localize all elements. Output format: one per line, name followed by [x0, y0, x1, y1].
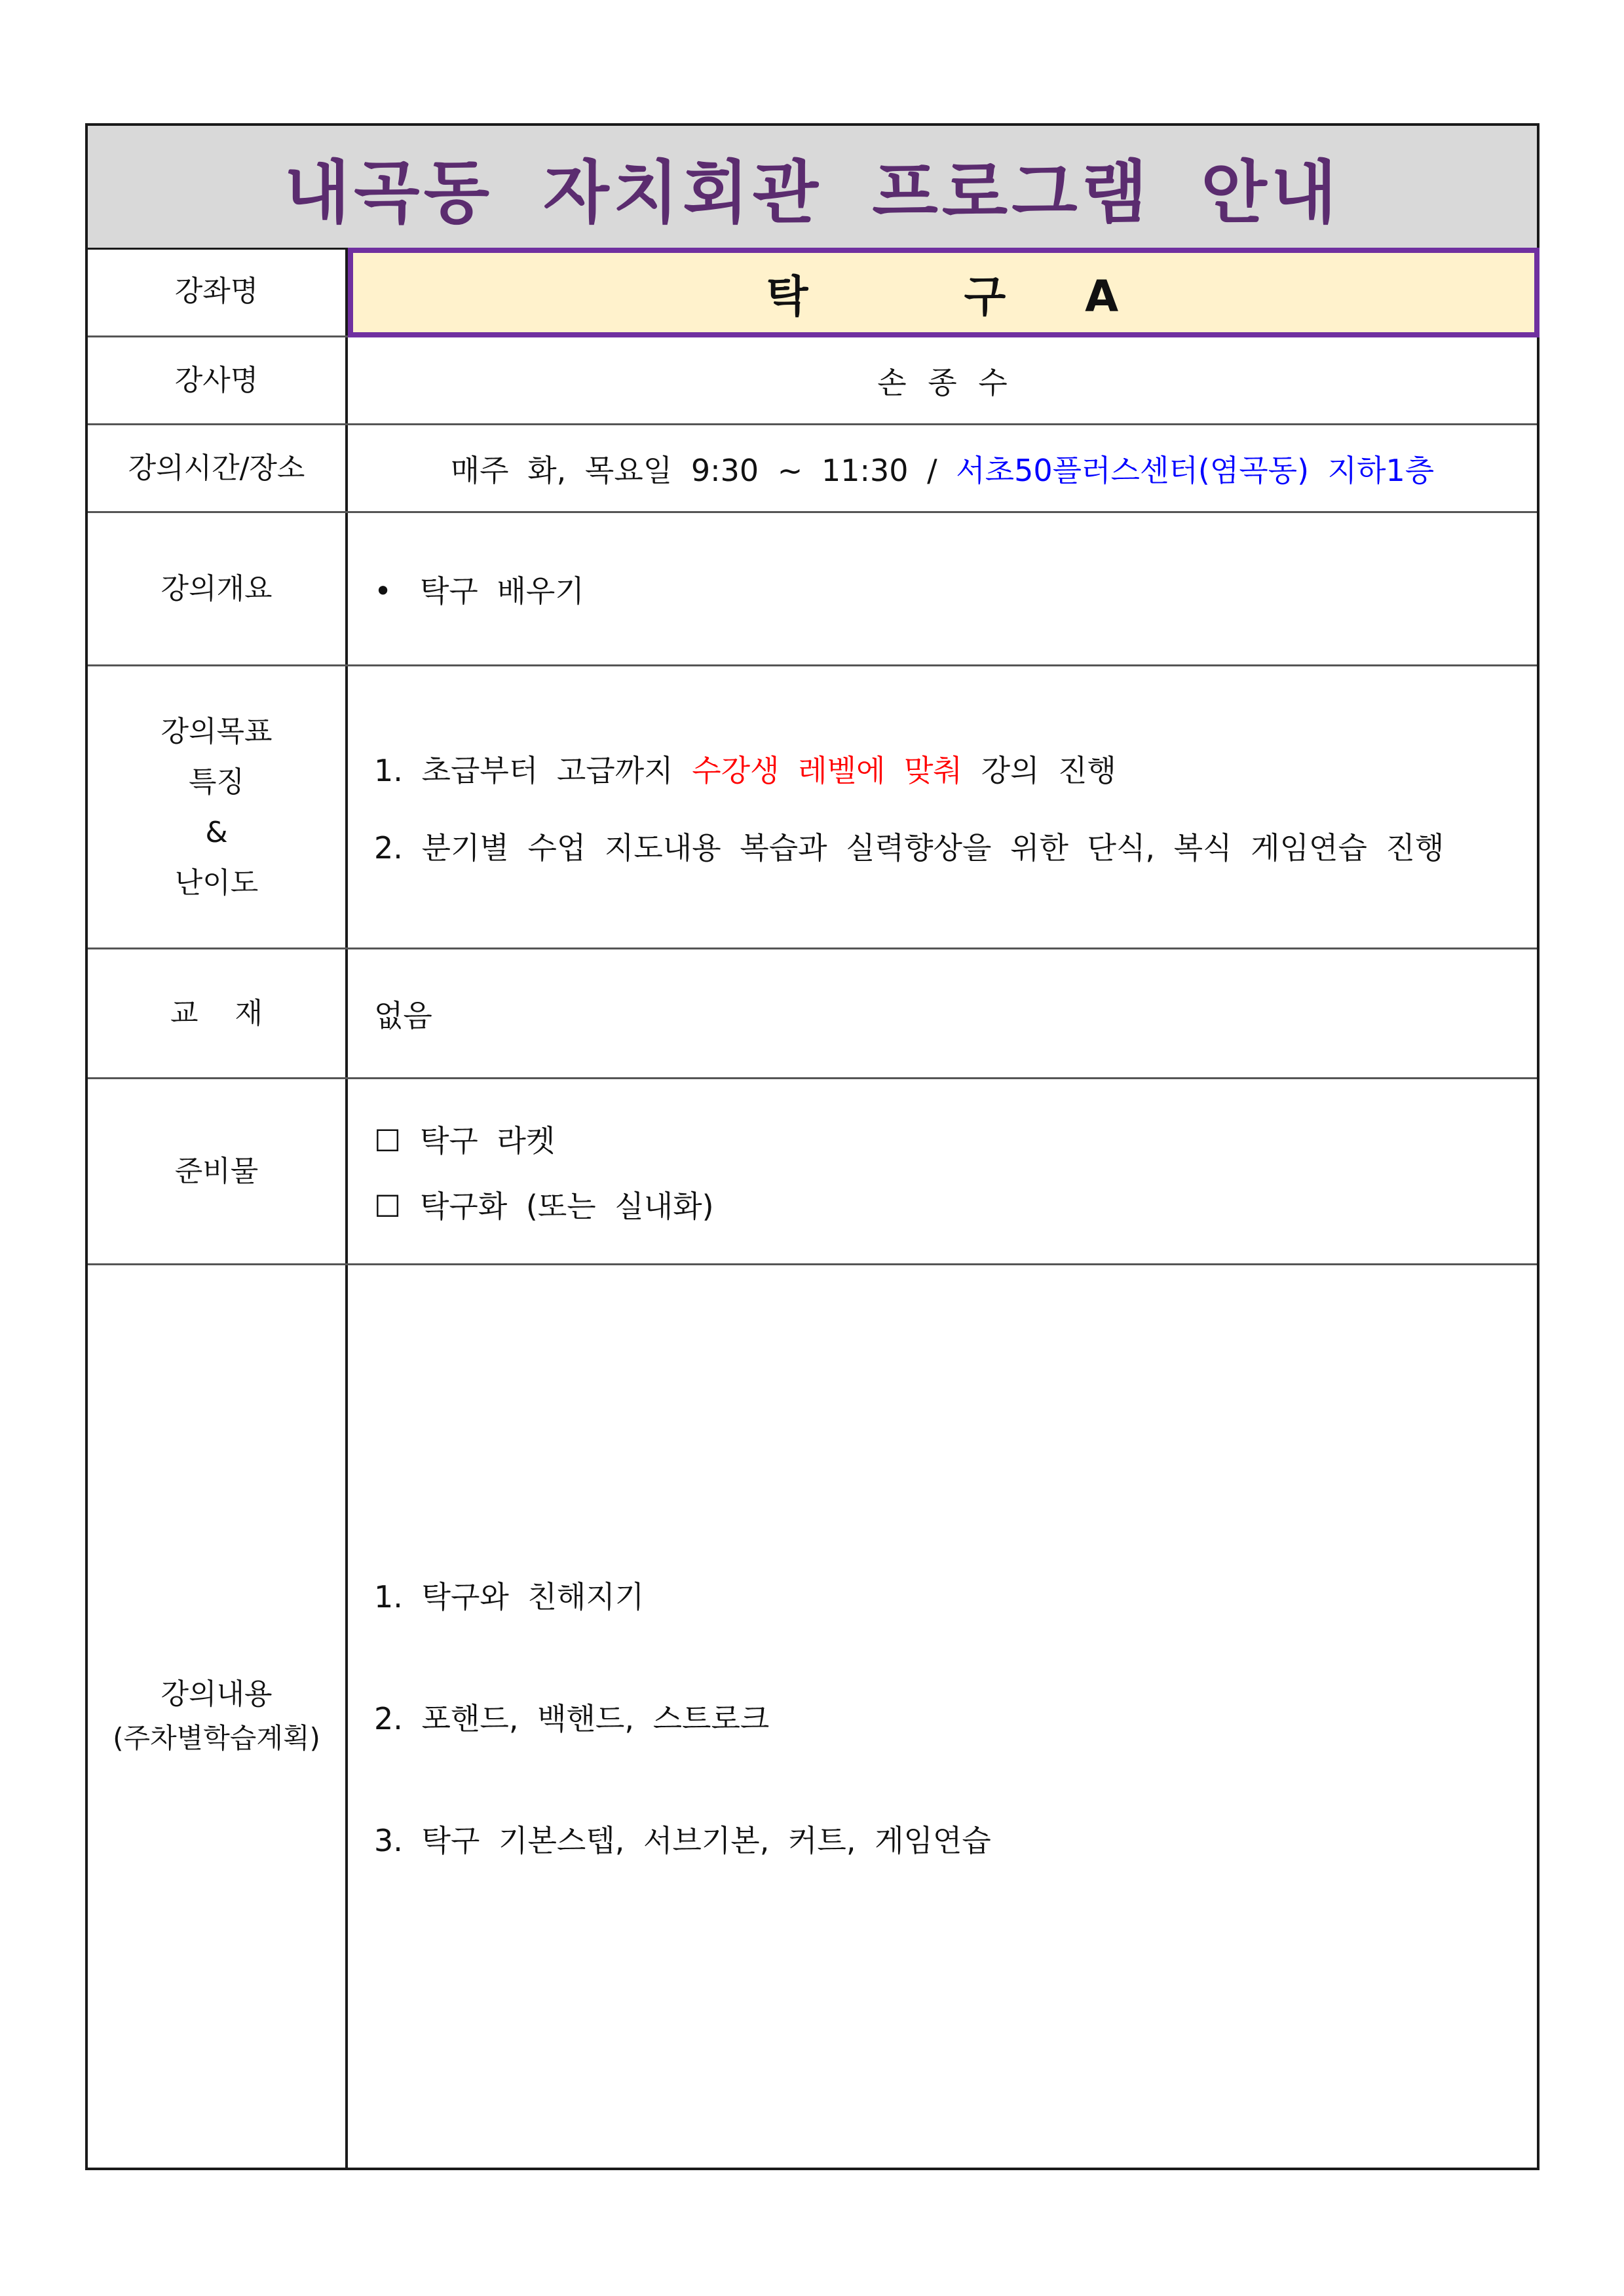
instructor-name: 손 종 수 — [877, 364, 1008, 400]
page-title: 내곡동 자치회관 프로그램 안내 — [284, 153, 1341, 233]
goals-label — [88, 666, 348, 947]
goal-item-1-highlight: 수강생 레벨에 맞춰 — [692, 752, 962, 788]
overview-label — [88, 513, 348, 664]
textbook-row — [88, 949, 1537, 1079]
supplies-label — [88, 1079, 348, 1263]
schedule-time: 매주 화, 목요일 9:30 ~ 11:30 / — [450, 452, 956, 488]
course-name: 탁 구 A — [766, 271, 1122, 322]
title-bar — [88, 126, 1537, 250]
schedule-row — [88, 425, 1537, 513]
program-sheet — [85, 123, 1539, 2170]
content-label — [88, 1265, 348, 2168]
overview-row — [88, 513, 1537, 666]
instructor-label-text: 강사명 — [174, 363, 259, 397]
content-item: 2. 포핸드, 백핸드, 스트로크 — [374, 1700, 770, 1736]
schedule-label-text: 강의시간/장소 — [128, 451, 305, 485]
textbook-label — [88, 949, 348, 1077]
checkbox-icon: ☐ — [374, 1122, 402, 1158]
content-item: 3. 탁구 기본스텝, 서브기본, 커트, 게임연습 — [374, 1822, 991, 1858]
supplies-row — [88, 1079, 1537, 1265]
schedule-line — [451, 447, 1434, 490]
schedule-cell — [348, 425, 1537, 511]
schedule-label — [88, 425, 348, 511]
content-label-text: 강의내용 — [161, 1677, 273, 1711]
goals-label-line: & — [205, 815, 228, 849]
content-sublabel: (주차별학습계획) — [113, 1721, 320, 1754]
overview-text: 탁구 배우기 — [420, 573, 584, 609]
course-label-text: 강좌명 — [174, 275, 259, 309]
goal-item-2: 2. 분기별 수업 지도내용 복습과 실력향상을 위한 단식, 복식 게임연습 진행 — [374, 830, 1445, 866]
supply-item-text: 탁구 라켓 — [420, 1122, 556, 1158]
instructor-cell — [348, 337, 1537, 423]
supply-item — [374, 1117, 1537, 1160]
goal-item-1 — [374, 747, 1537, 790]
course-label — [88, 248, 348, 335]
textbook-label-text: 교 재 — [170, 996, 263, 1030]
goals-label-line: 특징 — [188, 765, 244, 799]
goals-label-line: 난이도 — [174, 866, 259, 900]
schedule-place: 서초50플러스센터(염곡동) 지하1층 — [956, 452, 1435, 488]
course-name-box — [348, 248, 1539, 337]
content-row — [88, 1265, 1537, 2168]
overview-cell — [348, 513, 1537, 664]
supplies-cell — [348, 1079, 1537, 1263]
overview-item — [374, 567, 1537, 611]
instructor-label — [88, 337, 348, 423]
goal-item-1-prefix: 1. 초급부터 고급까지 — [374, 752, 692, 788]
bullet-icon: • — [374, 573, 392, 609]
textbook-cell — [348, 949, 1537, 1077]
textbook-value: 없음 — [374, 997, 432, 1033]
supply-item-text: 탁구화 (또는 실내화) — [420, 1188, 714, 1224]
supplies-label-text: 준비물 — [174, 1154, 259, 1188]
goal-item-1-suffix: 강의 진행 — [962, 752, 1116, 788]
goals-label-line: 강의목표 — [161, 714, 273, 748]
goals-row — [88, 666, 1537, 949]
goals-cell — [348, 666, 1537, 947]
overview-label-text: 강의개요 — [161, 571, 273, 605]
content-item: 1. 탁구와 친해지기 — [374, 1578, 645, 1615]
instructor-row — [88, 337, 1537, 425]
content-cell — [348, 1265, 1537, 2168]
supply-item — [374, 1183, 1537, 1226]
checkbox-icon: ☐ — [374, 1188, 402, 1224]
